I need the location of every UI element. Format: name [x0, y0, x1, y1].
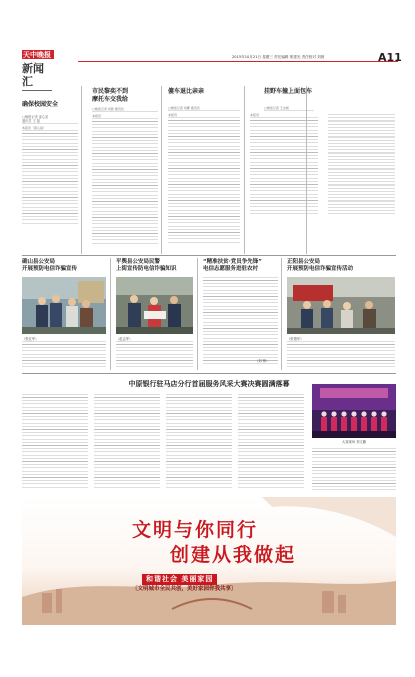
newspaper-logo-text: 天中晚报 — [23, 50, 51, 59]
date-line: 2015年10月21日 星期三 责任编辑 郭建光 责任校对 刘晨 — [232, 55, 325, 59]
story-zhongyuan-bank — [22, 378, 396, 493]
story-telecom-volunteers — [203, 259, 278, 371]
headline: 平舆县公安局民警 上街宣传防电信诈骗知识 — [116, 259, 177, 272]
photo-caption: （赵志军） — [116, 337, 193, 368]
byline: □晚报记者 刘娜 通讯员 — [168, 106, 240, 111]
body-text: 本报讯 — [168, 113, 240, 243]
news-photo — [312, 384, 396, 438]
headline: 确山县公安局 开展预防电信诈骗宣传 — [22, 259, 78, 272]
headline: “精准扶贫·党员争先锋” 电信志愿服务进驻农村 — [203, 259, 262, 272]
section-title: 新闻汇 — [22, 62, 44, 88]
body-text: 本报讯 — [250, 113, 395, 243]
body-text: 本报讯 — [92, 114, 158, 244]
headline: 确保校园安全 — [22, 101, 59, 108]
ad-headline-2: 创建从我做起 — [170, 544, 297, 566]
ad-headline-1: 文明与你同行 — [132, 519, 259, 541]
photo-caption: （刘 锋） — [255, 359, 270, 363]
story-pingyu-police — [116, 259, 193, 371]
story-queshan-police — [22, 259, 106, 371]
news-photo — [287, 277, 395, 334]
byline: □晚报记者 王永晨 — [264, 106, 314, 111]
body-col-4 — [238, 394, 304, 490]
public-service-ad — [22, 497, 396, 625]
photo-caption: （张红军） — [22, 337, 106, 368]
story-van-crash — [250, 88, 395, 253]
story-motorcycle — [92, 88, 158, 253]
story-zhengyang-police — [287, 259, 395, 371]
masthead — [0, 0, 415, 70]
photo-caption: （张瑞华） — [287, 337, 395, 368]
headline: 挂野车撞上面包车 — [264, 88, 313, 95]
headline: 傻车退比亲亲 — [168, 88, 205, 95]
news-photo — [116, 277, 193, 334]
ad-subtitle: 〔文明城市全民共创，美好家园你我共享〕 — [132, 586, 237, 592]
headline: 市民黎奕不到 摩托车交我给 — [92, 88, 129, 103]
body-col-5 — [312, 448, 396, 490]
body-col-2 — [94, 394, 160, 490]
byline: □晚报记者 刘燕 通讯员 — [92, 107, 158, 112]
body-text: 本报讯（邵心星） — [22, 126, 78, 226]
page-number: A11 — [378, 51, 402, 64]
body-col-1 — [22, 394, 88, 490]
headline: 中原银行驻马店分行首届服务风采大赛决赛圆满落幕 — [128, 380, 290, 388]
story-school-safety — [22, 101, 78, 251]
story-car — [168, 88, 240, 253]
byline: □晚报记者 邵心星 通讯员 王 磊 — [22, 115, 78, 124]
body-col-3 — [166, 394, 232, 490]
news-photo — [22, 277, 106, 334]
ad-slogan-badge: 和谐社会 美丽家园 — [142, 574, 217, 585]
body-text — [203, 277, 278, 365]
photo-caption: 大赛现场 刘文鹏 — [341, 440, 367, 444]
headline: 正阳县公安局 开展预防电信诈骗宣传活动 — [287, 259, 354, 272]
